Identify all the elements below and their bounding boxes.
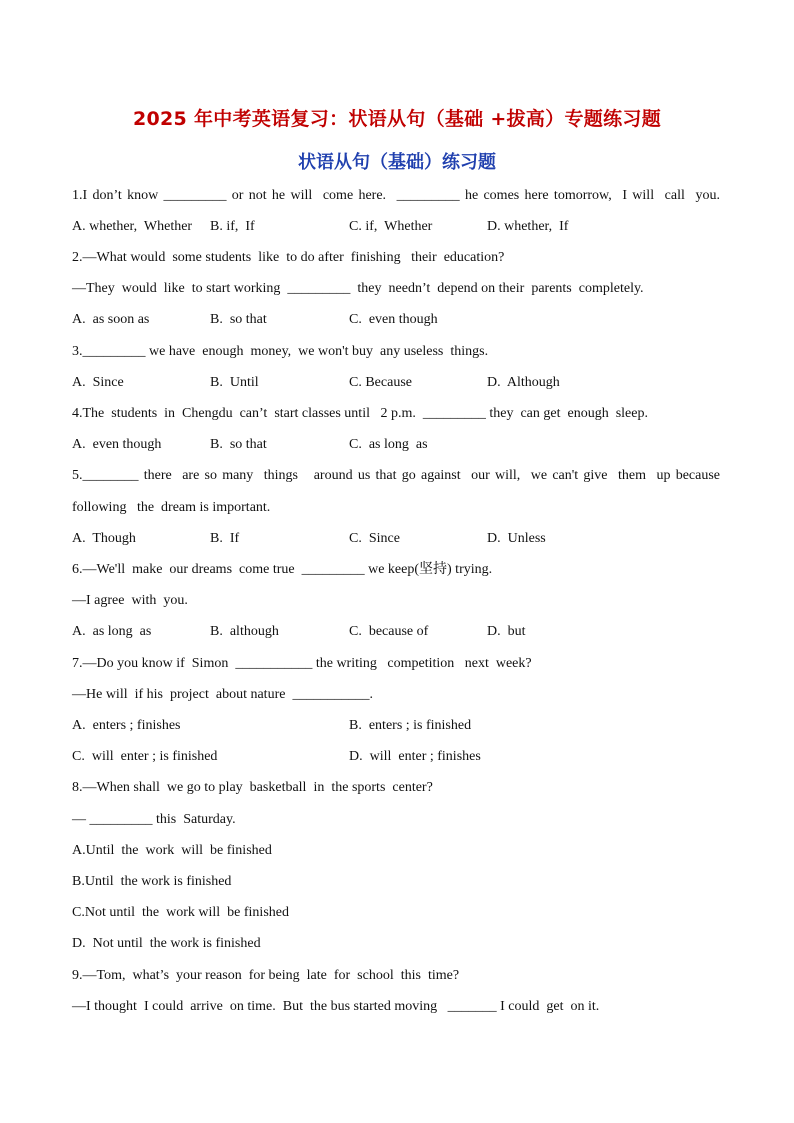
question-2-reply: —They would like to start working _________ they needn’t depend on their parents completely.: [72, 281, 644, 296]
question-7-option-c: C. will enter ; is finished: [72, 749, 218, 764]
question-6-option-d: D. but: [487, 624, 526, 639]
question-7-option-d: D. will enter ; finishes: [349, 749, 481, 764]
question-7-stem: 7.—Do you know if Simon ___________ the writing competition next week?: [72, 656, 532, 671]
question-1-option-d: D. whether, If: [487, 219, 569, 234]
question-8-option-c: C.Not until the work will be finished: [72, 905, 289, 920]
question-8-option-b: B.Until the work is finished: [72, 874, 232, 889]
question-5-option-a: A. Though: [72, 531, 136, 546]
question-8-option-a: A.Until the work will be finished: [72, 843, 272, 858]
question-4-option-b: B. so that: [210, 437, 267, 452]
section-subtitle: 状语从句（基础）练习题: [298, 152, 496, 173]
question-4-option-a: A. even though: [72, 437, 162, 452]
question-5-option-c: C. Since: [349, 531, 400, 546]
question-6-option-b: B. although: [210, 624, 279, 639]
question-6-stem: 6.—We'll make our dreams come true _________ we keep(坚持) trying.: [72, 562, 493, 577]
question-7-reply: —He will if his project about nature ___________.: [72, 687, 373, 702]
question-1-option-a: A. whether, Whether: [72, 219, 193, 234]
question-5-option-d: D. Unless: [487, 531, 546, 546]
question-2-stem: 2.—What would some students like to do after finishing their education?: [72, 250, 505, 265]
question-3-stem: 3._________ we have enough money, we won't buy any useless things.: [72, 344, 489, 359]
question-5-stem-continued: following the dream is important.: [72, 500, 271, 515]
question-7-option-b: B. enters ; is finished: [349, 718, 472, 733]
question-1-option-b: B. if, If: [210, 219, 255, 234]
question-3-option-b: B. Until: [210, 375, 259, 390]
question-2-option-b: B. so that: [210, 312, 267, 327]
question-4-option-c: C. as long as: [349, 437, 428, 452]
question-9-stem: 9.—Tom, what’s your reason for being late for school this time?: [72, 968, 460, 983]
question-5-option-b: B. If: [210, 531, 240, 546]
question-8-option-d: D. Not until the work is finished: [72, 936, 261, 951]
question-8-stem: 8.—When shall we go to play basketball in the sports center?: [72, 780, 433, 795]
question-6-option-c: C. because of: [349, 624, 429, 639]
question-2-option-a: A. as soon as: [72, 312, 150, 327]
question-6-reply: —I agree with you.: [72, 593, 188, 608]
question-8-reply: — _________ this Saturday.: [72, 812, 236, 827]
question-9-reply: —I thought I could arrive on time. But the bus started moving _______ I could get on it.: [72, 999, 600, 1014]
question-5-stem: 5.________ there are so many things around us that go against our will, we can't give them up because: [72, 468, 720, 483]
question-3-option-a: A. Since: [72, 375, 124, 390]
question-1-option-c: C. if, Whether: [349, 219, 433, 234]
question-6-option-a: A. as long as: [72, 624, 152, 639]
question-3-option-c: C. Because: [349, 375, 412, 390]
question-2-option-c: C. even though: [349, 312, 438, 327]
document-title: 2025 年中考英语复习：状语从句（基础 +拔高）专题练习题: [132, 108, 662, 130]
question-7-option-a: A. enters ; finishes: [72, 718, 181, 733]
question-4-stem: 4.The students in Chengdu can’t start classes until 2 p.m. _________ they can get enough sleep.: [72, 406, 648, 421]
question-3-option-d: D. Although: [487, 375, 560, 390]
question-1-stem: 1.I don’t know _________ or not he will come here. _________ he comes here tomorrow, I will call you.: [72, 188, 720, 203]
